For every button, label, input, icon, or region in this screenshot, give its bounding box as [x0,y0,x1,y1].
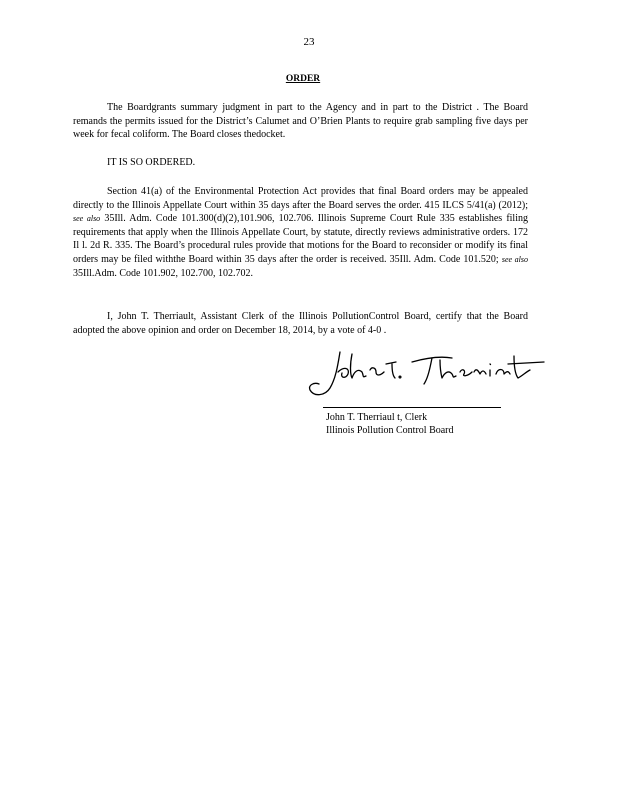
order-paragraph-so-ordered [73,156,528,170]
certify-text: I, John T. Therriault, Assistant Clerk of the Illinois PollutionControl Board, certify that the Board adopted the above opinion and order on December 18, 2014, by a vote of 4-0 . [73,311,528,336]
order-paragraph-grants [73,101,528,142]
signature-line [323,407,501,408]
order-heading [0,74,618,84]
appeal-text-c: 35Ill.Adm. Code 101.902, 102.700, 102.702. [73,267,253,279]
grants-text: The Boardgrants summary judgment in part to the Agency and in part to the District . The Board remands the permits issued for the District’s Calumet and O’Brien Plants to require grab sampling five days per week for fecal coliform. The Board closes thedocket. [73,102,528,141]
clerk-name: John T. Therriaul t, Clerk [326,412,428,423]
so-ordered-text: IT IS SO ORDERED. [107,157,196,168]
signature-icon [300,342,550,402]
order-heading-text: ORDER [285,74,321,84]
handwritten-signature [300,342,550,402]
signature-block [326,411,454,437]
page-number: 23 [303,36,315,48]
appeal-text-a: Section 41(a) of the Environmental Protection Act provides that final Board orders may be appealed directly to the Illinois Appellate Court within 35 days after the Board serves the order. 415 ILCS 5/41(a) (2012); [73,186,528,211]
appeal-text-b: 35Ill. Adm. Code 101.300(d)(2),101.906, 102.706. Illinois Supreme Court Rule 335 establishes filing requirements that apply when the Illinois Appellate Court, by statute, directly reviews administrative orders. 172 Il l. 2d R. 335. The Board’s procedural rules provide that motions for the Board to reconsider or modify its final orders may be filed withthe Board within 35 days after the order is received. 35Ill. Adm. Code 101.520; [73,213,528,265]
order-paragraph-certify [73,310,528,337]
order-paragraph-appeal [73,185,528,280]
see-also-1: see also [73,214,101,224]
clerk-title: Illinois Pollution Control Board [326,425,454,436]
see-also-2: see also [501,254,528,264]
